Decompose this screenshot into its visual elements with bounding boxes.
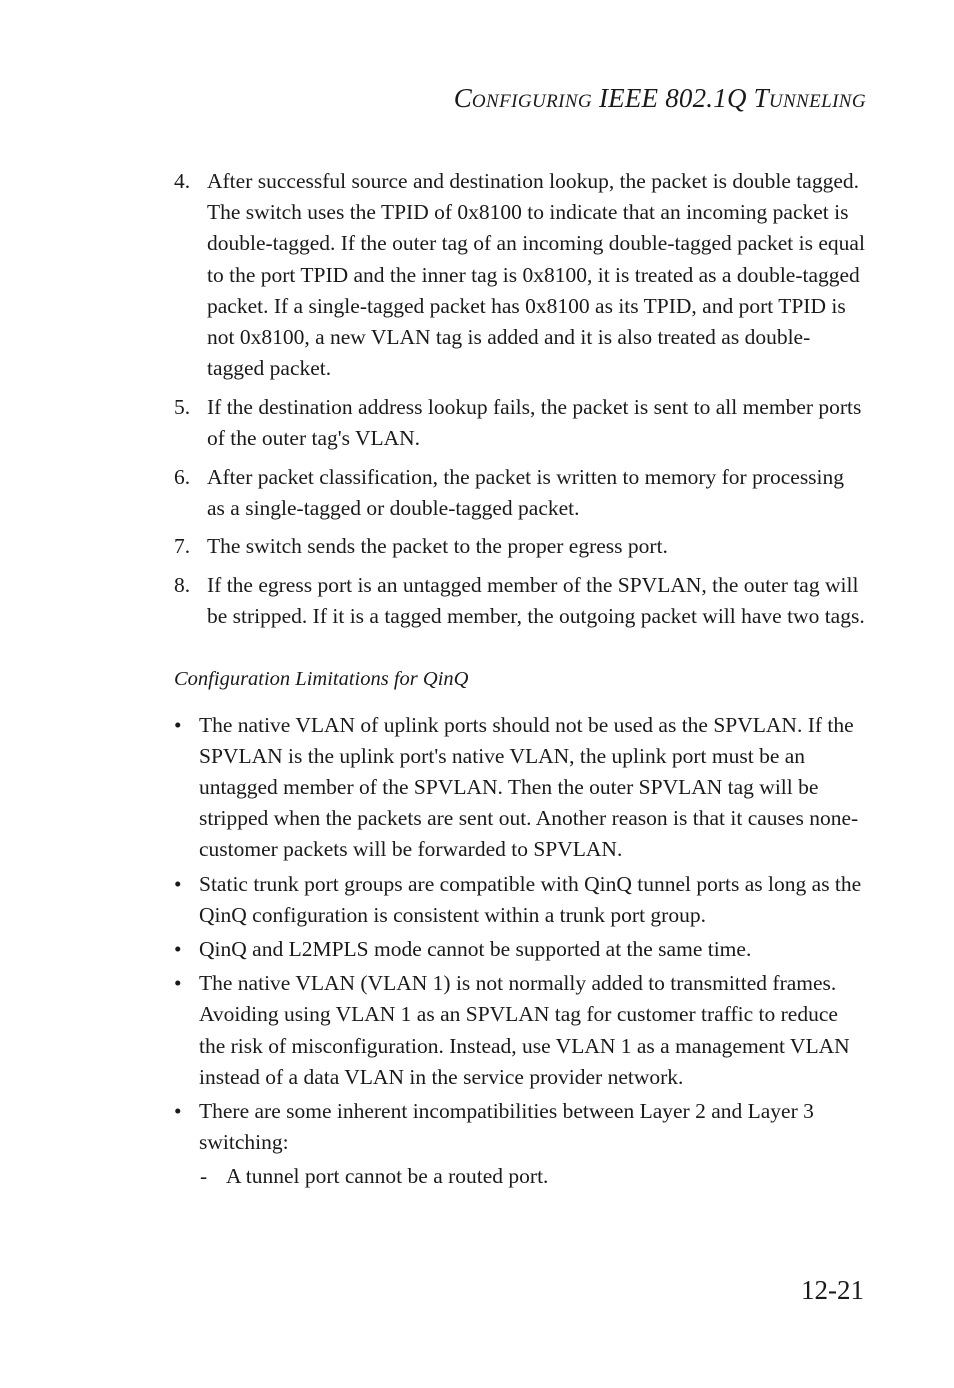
bullet-text: There are some inherent incompatibilities between Layer 2 and Layer 3 switching: bbox=[199, 1099, 814, 1155]
header-title-smallcaps-1: ONFIGURING bbox=[471, 91, 593, 112]
numbered-steps-list bbox=[174, 166, 866, 632]
list-item bbox=[174, 392, 866, 454]
list-item bbox=[174, 869, 866, 931]
step-text: After packet classification, the packet is written to memory for processing as a single-tagged or double-tagged packet. bbox=[207, 464, 845, 520]
step-text: After successful source and destination lookup, the packet is double tagged. The switch uses the TPID of 0x8100 to indicate that an incoming packet is double-tagged. If the outer tag of an incoming double-tagged packet is equal to the port TPID and the inner tag is 0x8100, it is treated as a double-tagged packet. If a single-tagged packet has 0x8100 as its TPID, and port TPID is not 0x8100, a new VLAN tag is added and it is also treated as double-tagged packet. bbox=[207, 169, 865, 381]
bullet-marker: • bbox=[174, 712, 182, 737]
step-text: The switch sends the packet to the proper egress port. bbox=[207, 534, 668, 559]
step-number: 4. bbox=[174, 169, 191, 193]
bullet-marker: • bbox=[174, 937, 182, 962]
dash-marker: - bbox=[200, 1164, 208, 1189]
list-item bbox=[174, 531, 866, 562]
header-title-middle: IEEE 802.1Q T bbox=[592, 83, 769, 113]
sub-item-text: A tunnel port cannot be a routed port. bbox=[226, 1164, 549, 1189]
section-subheading: Configuration Limitations for QinQ bbox=[174, 668, 469, 691]
step-number: 5. bbox=[174, 394, 191, 419]
limitations-bullet-list bbox=[174, 710, 866, 1193]
bullet-text: The native VLAN (VLAN 1) is not normally added to transmitted frames. Avoiding using VLAN 1 as an SPVLAN tag for customer traffic to reduce the risk of misconfiguration. Instead, use VLAN 1 as a management VLAN instead of a data VLAN in the service provider network. bbox=[199, 971, 850, 1089]
list-item bbox=[174, 166, 866, 384]
step-text: If the destination address lookup fails, the packet is sent to all member ports of the outer tag's VLAN. bbox=[207, 394, 862, 451]
step-text: If the egress port is an untagged member of the SPVLAN, the outer tag will be stripped. If it is a tagged member, the outgoing packet will have two tags. bbox=[207, 573, 865, 629]
step-number: 7. bbox=[174, 534, 191, 559]
sub-list-item bbox=[199, 1161, 866, 1192]
list-item bbox=[174, 462, 866, 524]
list-item bbox=[174, 968, 866, 1093]
bullet-text: The native VLAN of uplink ports should not be used as the SPVLAN. If the SPVLAN is the uplink port's native VLAN, the uplink port must be an untagged member of the SPVLAN. Then the outer SPVLAN tag will be stripped when the packets are sent out. Another reason is that it causes none-customer packets will be forwarded to SPVLAN. bbox=[199, 712, 859, 862]
bullet-marker: • bbox=[174, 871, 182, 896]
list-item bbox=[174, 570, 866, 632]
header-title-initial: C bbox=[453, 83, 472, 113]
page-number: 12-21 bbox=[801, 1275, 864, 1305]
running-header bbox=[454, 80, 866, 120]
page-body bbox=[174, 166, 866, 1196]
step-number: 8. bbox=[174, 573, 191, 597]
list-item bbox=[174, 934, 866, 965]
list-item bbox=[174, 710, 866, 866]
bullet-marker: • bbox=[174, 1099, 182, 1124]
bullet-text: QinQ and L2MPLS mode cannot be supported at the same time. bbox=[199, 937, 752, 962]
bullet-marker: • bbox=[174, 971, 182, 996]
bullet-text: Static trunk port groups are compatible with QinQ tunnel ports as long as the QinQ configuration is consistent within a trunk port group. bbox=[199, 871, 862, 927]
list-item bbox=[174, 1096, 866, 1193]
step-number: 6. bbox=[174, 464, 191, 489]
header-title-smallcaps-2: UNNELING bbox=[768, 91, 866, 112]
